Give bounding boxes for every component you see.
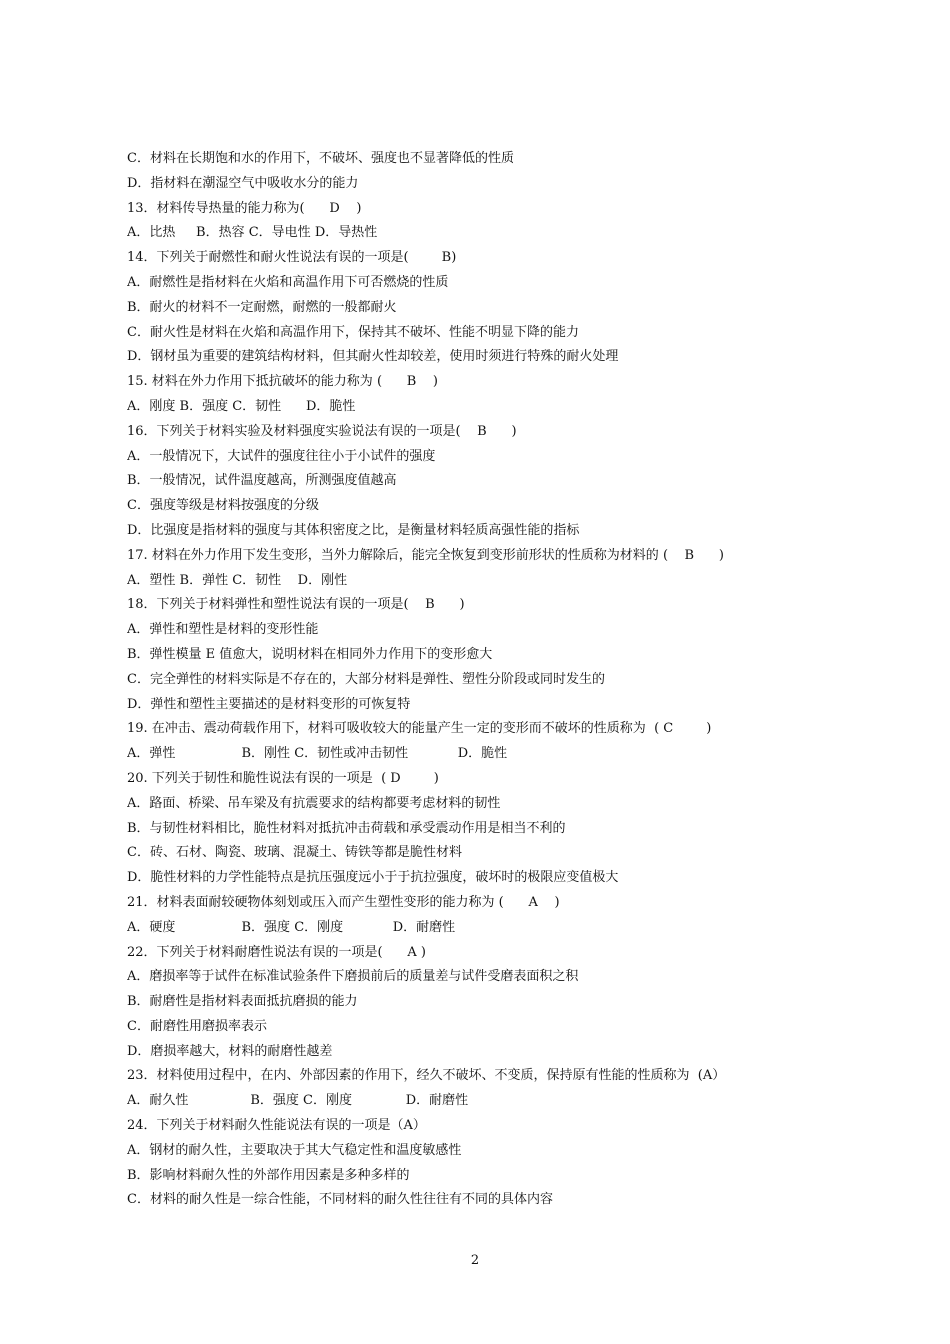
text-line: A．塑性 B．弹性 C．韧性 D．刚性 — [127, 572, 348, 588]
text-line: B．耐磨性是指材料表面抵抗磨损的能力 — [127, 994, 358, 1010]
text-line: B．与韧性材料相比，脆性材料对抵抗冲击荷载和承受震动作用是相当不利的 — [127, 820, 566, 836]
text-line: 14．下列关于耐燃性和耐火性说法有误的一项是( B) — [127, 250, 457, 266]
text-line: 13．材料传导热量的能力称为( D ) — [127, 200, 362, 216]
text-line: C．材料在长期饱和水的作用下，不破坏、强度也不显著降低的性质 — [127, 151, 514, 166]
text-line: A．耐燃性是指材料在火焰和高温作用下可否燃烧的性质 — [127, 274, 449, 290]
text-line: A．一般情况下，大试件的强度往往小于小试件的强度 — [127, 448, 436, 464]
text-line: D．比强度是指材料的强度与其体积密度之比，是衡量材料轻质高强性能的指标 — [127, 522, 580, 538]
text-line: B．耐火的材料不一定耐燃，耐燃的一般都耐火 — [127, 299, 397, 315]
text-line: B．影响材料耐久性的外部作用因素是多种多样的 — [127, 1167, 410, 1183]
text-line: A．弹性和塑性是材料的变形性能 — [127, 622, 319, 638]
text-line: A．路面、桥梁、吊车梁及有抗震要求的结构都要考虑材料的韧性 — [127, 795, 501, 811]
page-number: 2 — [470, 1253, 480, 1268]
text-line: 17. 材料在外力作用下发生变形，当外力解除后，能完全恢复到变形前形状的性质称为材料的 ( B ) — [127, 547, 724, 563]
text-line: 24．下列关于材料耐久性能说法有误的一项是（A） — [127, 1118, 426, 1134]
text-line: 19. 在冲击、震动荷载作用下，材料可吸收较大的能量产生一定的变形而不破坏的性质称为 ( C ) — [127, 721, 712, 737]
text-line: D．弹性和塑性主要描述的是材料变形的可恢复特 — [127, 696, 411, 712]
text-line: A．磨损率等于试件在标准试验条件下磨损前后的质量差与试件受磨表面积之积 — [127, 969, 579, 985]
text-line: 22．下列关于材料耐磨性说法有误的一项是( A ) — [127, 944, 427, 960]
text-line: D．磨损率越大，材料的耐磨性越差 — [127, 1043, 333, 1059]
text-line: A．耐久性 B．强度 C．刚度 D．耐磨性 — [127, 1093, 469, 1109]
text-line: C．完全弹性的材料实际是不存在的，大部分材料是弹性、塑性分阶段或同时发生的 — [127, 671, 605, 687]
text-line: 18．下列关于材料弹性和塑性说法有误的一项是( B ) — [127, 597, 465, 613]
text-line: D．钢材虽为重要的建筑结构材料，但其耐火性却较差，使用时须进行特殊的耐火处理 — [127, 349, 619, 365]
text-line: C．砖、石材、陶瓷、玻璃、混凝土、铸铁等都是脆性材料 — [127, 845, 462, 861]
text-line: A．弹性 B．刚性 C．韧性或冲击韧性 D．脆性 — [127, 746, 508, 762]
text-line: C．耐磨性用磨损率表示 — [127, 1018, 267, 1034]
text-line: A．刚度 B．强度 C．韧性 D．脆性 — [127, 398, 356, 414]
text-line: C．强度等级是材料按强度的分级 — [127, 498, 319, 514]
text-line: B．一般情况，试件温度越高，所测强度值越高 — [127, 473, 397, 489]
text-line: D．脆性材料的力学性能特点是抗压强度远小于于抗拉强度，破坏时的极限应变值极大 — [127, 870, 619, 886]
text-line: C．材料的耐久性是一综合性能，不同材料的耐久性往往有不同的具体内容 — [127, 1192, 553, 1208]
text-line: A．硬度 B．强度 C．刚度 D．耐磨性 — [127, 919, 456, 935]
text-line: 16．下列关于材料实验及材料强度实验说法有误的一项是( B ) — [127, 423, 517, 439]
text-line: C．耐火性是材料在火焰和高温作用下，保持其不破坏、性能不明显下降的能力 — [127, 324, 579, 340]
text-line: D．指材料在潮湿空气中吸收水分的能力 — [127, 175, 359, 191]
text-line: 15. 材料在外力作用下抵抗破坏的能力称为 ( B ) — [127, 374, 438, 390]
text-line: A．钢材的耐久性，主要取决于其大气稳定性和温度敏感性 — [127, 1142, 462, 1158]
text-line: 20. 下列关于韧性和脆性说法有误的一项是 ( D ) — [127, 770, 439, 786]
text-line: B．弹性模量 E 值愈大，说明材料在相同外力作用下的变形愈大 — [127, 646, 493, 662]
text-line: 21．材料表面耐较硬物体刻划或压入而产生塑性变形的能力称为 ( A ) — [127, 894, 560, 910]
question-list — [127, 147, 827, 1213]
text-line: A．比热 B．热容 C．导电性 D．导热性 — [127, 225, 378, 241]
text-line: 23．材料使用过程中，在内、外部因素的作用下，经久不破坏、不变质，保持原有性能的性质称为 (A） — [127, 1068, 726, 1084]
